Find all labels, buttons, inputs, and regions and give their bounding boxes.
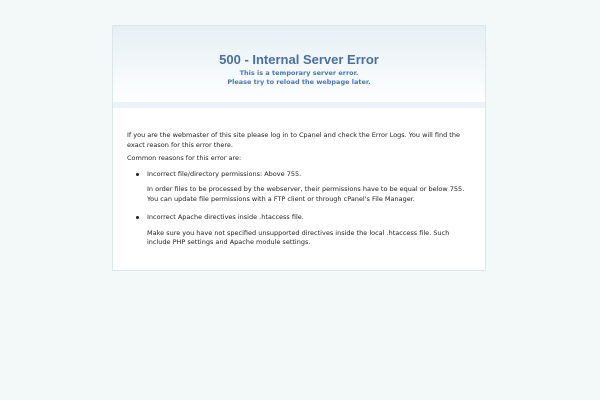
list-item: [127, 213, 471, 248]
intro-text: If you are the webmaster of this site please log in to Cpanel and check the Error Logs. You will find the exact reason for this error there.: [127, 131, 460, 149]
reason-detail: In order files to be processed by the webserver, their permissions have to be equal or below 755. You can update file permissions with a FTP client or through cPanel's File Manager.: [147, 185, 465, 203]
common-reasons-heading: Common reasons for this error are:: [127, 154, 242, 162]
bullet-icon: [136, 216, 139, 219]
list-item: [127, 170, 471, 205]
error-subtitle-line1: This is a temporary server error.: [239, 69, 359, 77]
bullet-icon: [136, 173, 139, 176]
error-content: [113, 108, 485, 248]
error-card: [112, 25, 486, 271]
reasons-list: [127, 170, 471, 248]
reason-detail: Make sure you have not specified unsupported directives inside the local .htaccess file. Such include PHP settings and Apache module settings.: [147, 228, 450, 246]
error-title: 500 - Internal Server Error: [219, 52, 379, 67]
error-header: [113, 26, 485, 102]
reason-title: Incorrect Apache directives inside .htaccess file.: [147, 213, 304, 221]
error-subtitle-line2: Please try to reload the webpage later.: [227, 78, 371, 86]
reason-title: Incorrect file/directory permissions: Above 755.: [147, 169, 302, 178]
